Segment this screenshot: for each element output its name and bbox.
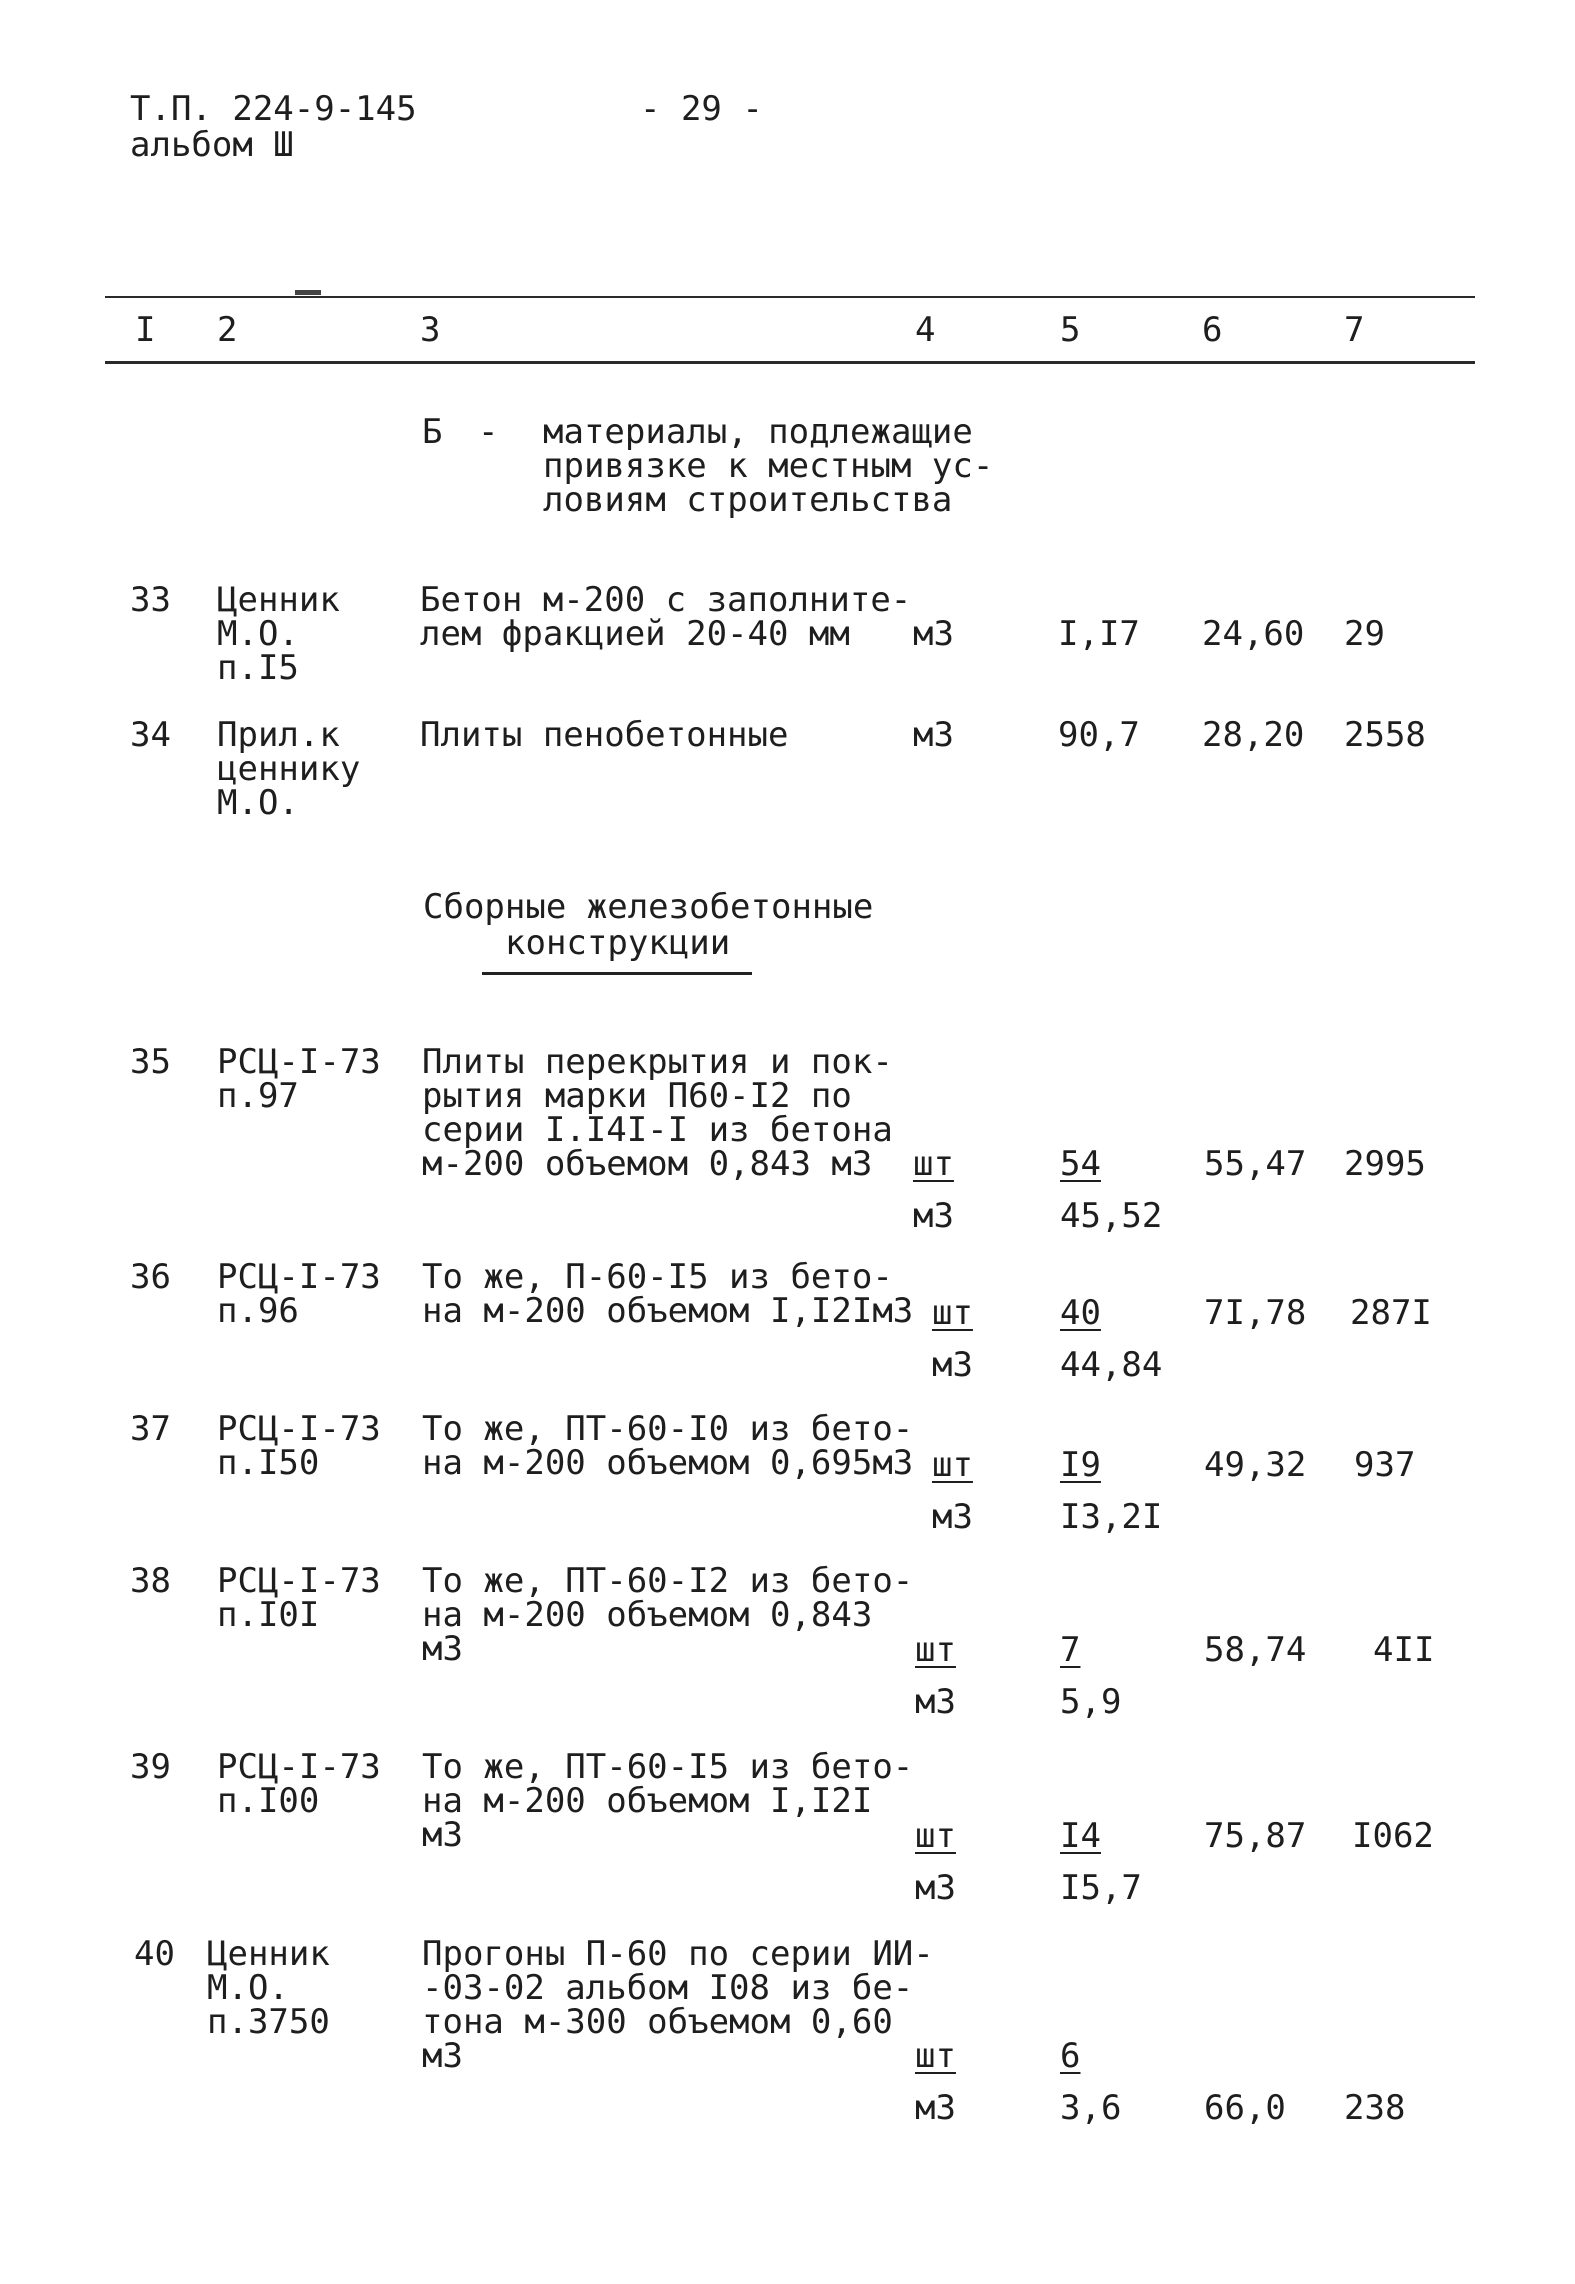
total-cost: 287I (1350, 1293, 1432, 1333)
price-source: Ценник М.О. п.I5 (217, 580, 340, 688)
row-number: 38 (130, 1561, 171, 1601)
col-header-6: 6 (1202, 310, 1223, 350)
total-cost: I062 (1352, 1816, 1434, 1856)
unit-price: 28,20 (1202, 715, 1305, 755)
row-number: 35 (130, 1042, 171, 1082)
total-cost: 2995 (1344, 1144, 1426, 1184)
section-b-dash: - (478, 412, 499, 452)
unit-volume: м3 (915, 1868, 956, 1908)
total-cost: 4II (1373, 1630, 1435, 1670)
row-number: 34 (130, 715, 171, 755)
unit-price: 55,47 (1204, 1144, 1307, 1184)
unit-volume: м3 (915, 1682, 956, 1722)
section-b-letter: Б (422, 412, 443, 452)
section-underline (482, 972, 752, 975)
item-name: То же, ПТ-60-I0 из бето- на м-200 объемом 0,695м3 (422, 1409, 914, 1483)
row-number: 33 (130, 580, 171, 620)
unit-price: 24,60 (1202, 614, 1305, 654)
unit-volume: м3 (932, 1497, 973, 1537)
quantity-pieces: I9 (1060, 1445, 1101, 1485)
quantity-pieces: 7 (1060, 1630, 1081, 1670)
quantity-pieces: 40 (1060, 1293, 1101, 1333)
page-number: - 29 - (640, 89, 763, 129)
quantity-pieces: 6 (1060, 2036, 1081, 2076)
row-number: 40 (134, 1934, 175, 1974)
quantity-pieces: 54 (1060, 1144, 1101, 1184)
price-source: Ценник М.О. п.3750 (207, 1934, 330, 2042)
price-source: РСЦ-I-73 п.97 (217, 1042, 381, 1116)
price-source: Прил.к ценнику М.О. (217, 715, 361, 823)
total-cost: 238 (1344, 2088, 1406, 2128)
col-header-5: 5 (1060, 310, 1081, 350)
scan-mark (295, 290, 321, 295)
item-name: Плиты пенобетонные (420, 715, 789, 755)
table-top-rule (105, 296, 1475, 298)
quantity-volume: 5,9 (1060, 1682, 1122, 1722)
unit-pieces: шт (913, 1144, 954, 1184)
total-cost: 2558 (1344, 715, 1426, 755)
row-number: 36 (130, 1257, 171, 1297)
col-header-7: 7 (1344, 310, 1365, 350)
total-cost: 937 (1354, 1445, 1416, 1485)
unit-volume: м3 (913, 1196, 954, 1236)
unit-volume: м3 (932, 1345, 973, 1385)
unit-pieces: шт (915, 1630, 956, 1670)
unit-price: 75,87 (1204, 1816, 1307, 1856)
col-header-4: 4 (915, 310, 936, 350)
item-name: То же, П-60-I5 из бето- на м-200 объемом I,I2Iм3 (422, 1257, 914, 1331)
unit-price: 49,32 (1204, 1445, 1307, 1485)
quantity-volume: 44,84 (1060, 1345, 1163, 1385)
item-name: Плиты перекрытия и пок- рытия марки П60-I2 по серии I.I4I-I из бетона м-200 объемом 0,843 м3 (422, 1042, 893, 1184)
quantity: I,I7 (1058, 614, 1140, 654)
unit: м3 (913, 715, 954, 755)
total-cost: 29 (1344, 614, 1385, 654)
section-precast-line1: Сборные железобетонные (423, 887, 874, 927)
section-b-title: материалы, подлежащие привязке к местным ус- ловиям строительства (543, 412, 994, 520)
col-header-2: 2 (217, 310, 238, 350)
item-name: То же, ПТ-60-I5 из бето- на м-200 объемом I,I2I м3 (422, 1747, 914, 1855)
document-code: Т.П. 224-9-145 (130, 89, 417, 129)
unit-pieces: шт (915, 1816, 956, 1856)
quantity-pieces: I4 (1060, 1816, 1101, 1856)
quantity-volume: I5,7 (1060, 1868, 1142, 1908)
row-number: 37 (130, 1409, 171, 1449)
price-source: РСЦ-I-73 п.96 (217, 1257, 381, 1331)
item-name: Бетон м-200 с заполните- лем фракцией 20-40 мм (420, 580, 912, 654)
quantity: 90,7 (1058, 715, 1140, 755)
quantity-volume: 3,6 (1060, 2088, 1122, 2128)
quantity-volume: 45,52 (1060, 1196, 1163, 1236)
unit-price: 66,0 (1204, 2088, 1286, 2128)
col-header-3: 3 (420, 310, 441, 350)
item-name: Прогоны П-60 по серии ИИ- -03-02 альбом I08 из бе- тона м-300 объемом 0,60 м3 (422, 1934, 934, 2076)
price-source: РСЦ-I-73 п.I00 (217, 1747, 381, 1821)
row-number: 39 (130, 1747, 171, 1787)
unit-price: 7I,78 (1204, 1293, 1307, 1333)
unit-pieces: шт (932, 1445, 973, 1485)
unit-pieces: шт (915, 2036, 956, 2076)
unit: м3 (913, 614, 954, 654)
unit-pieces: шт (932, 1293, 973, 1333)
item-name: То же, ПТ-60-I2 из бето- на м-200 объемом 0,843 м3 (422, 1561, 914, 1669)
album-label: альбом Ш (130, 125, 294, 165)
col-header-1: I (135, 310, 156, 350)
quantity-volume: I3,2I (1060, 1497, 1163, 1537)
price-source: РСЦ-I-73 п.I50 (217, 1409, 381, 1483)
price-source: РСЦ-I-73 п.I0I (217, 1561, 381, 1635)
table-header-rule (105, 361, 1475, 364)
unit-volume: м3 (915, 2088, 956, 2128)
unit-price: 58,74 (1204, 1630, 1307, 1670)
section-precast-line2: конструкции (505, 923, 731, 963)
